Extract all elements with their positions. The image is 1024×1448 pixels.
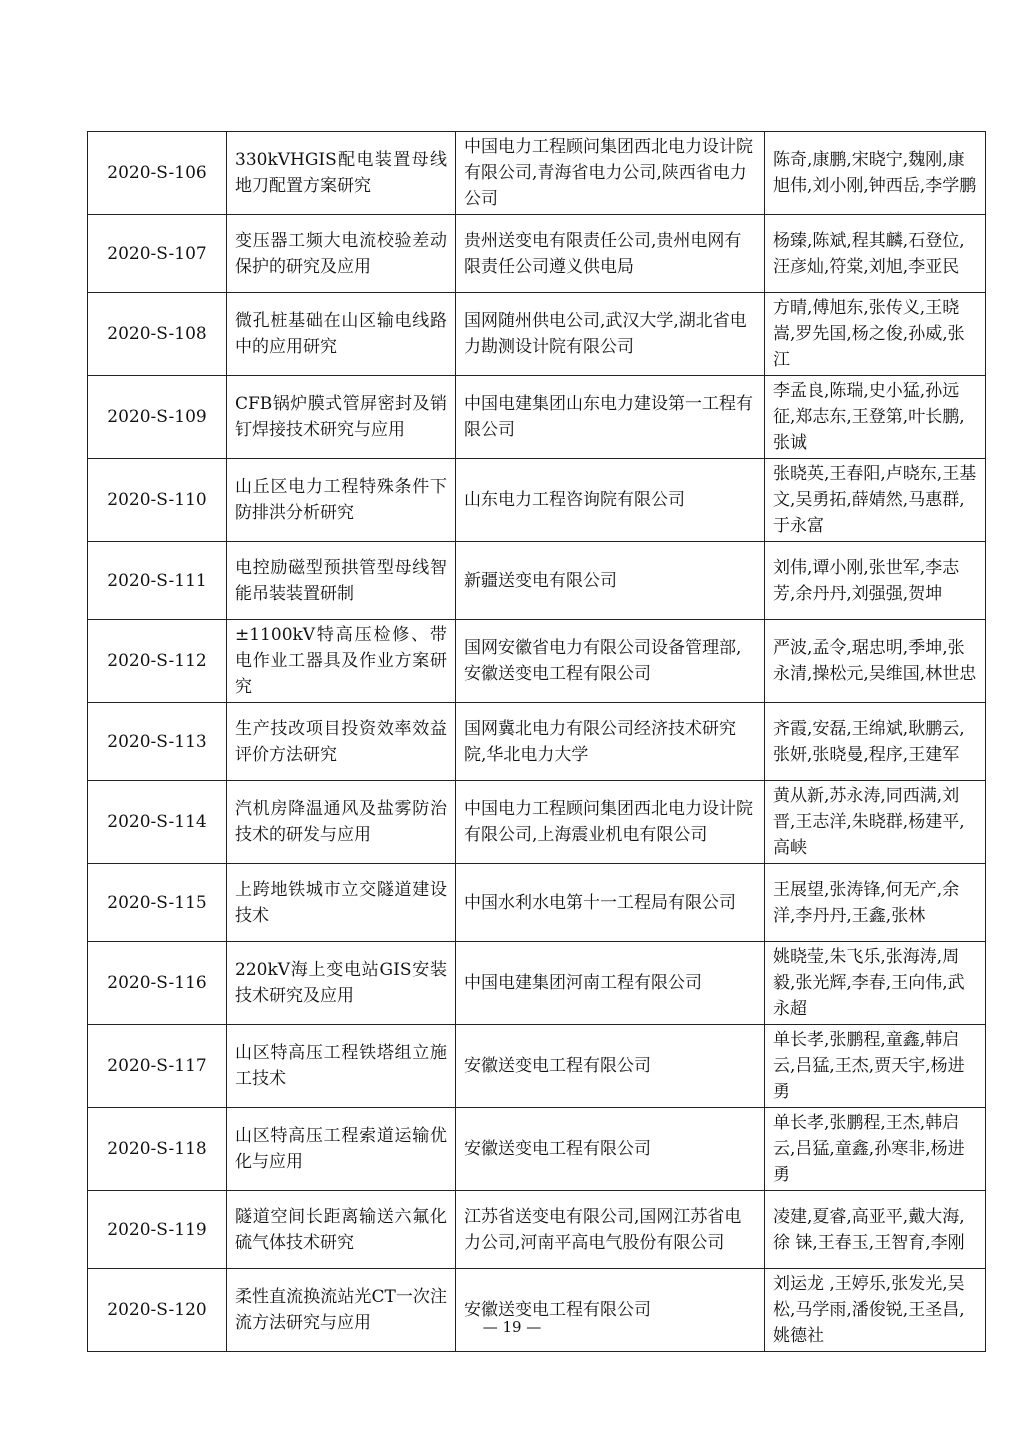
table-row [88, 132, 986, 215]
project-name-cell: 330kVHGIS配电装置母线地刀配置方案研究 [227, 132, 456, 215]
contributors-cell: 黄从新,苏永涛,同西满,刘晋,王志洋,朱晓群,杨建平,高峡 [765, 781, 986, 864]
table-row [88, 293, 986, 376]
project-id-cell: 2020-S-120 [88, 1269, 227, 1352]
table-row [88, 864, 986, 942]
contributors-cell: 王展望,张涛锋,何无产,余洋,李丹丹,王鑫,张林 [765, 864, 986, 942]
project-id-cell: 2020-S-114 [88, 781, 227, 864]
organization-cell: 中国水利水电第十一工程局有限公司 [456, 864, 765, 942]
organization-cell: 贵州送变电有限责任公司,贵州电网有限责任公司遵义供电局 [456, 215, 765, 293]
organization-cell: 山东电力工程咨询院有限公司 [456, 459, 765, 542]
awards-table [87, 131, 986, 1352]
contributors-cell: 齐霞,安磊,王绵斌,耿鹏云,张妍,张晓曼,程序,王建军 [765, 703, 986, 781]
organization-cell: 安徽送变电工程有限公司 [456, 1108, 765, 1191]
table-row [88, 620, 986, 703]
table-body [88, 132, 986, 1352]
contributors-cell: 张晓英,王春阳,卢晓东,王基文,吴勇拓,薛婧然,马惠群,于永富 [765, 459, 986, 542]
table-row [88, 542, 986, 620]
project-id-cell: 2020-S-107 [88, 215, 227, 293]
project-name-cell: 山丘区电力工程特殊条件下防排洪分析研究 [227, 459, 456, 542]
organization-cell: 中国电建集团山东电力建设第一工程有限公司 [456, 376, 765, 459]
project-id-cell: 2020-S-110 [88, 459, 227, 542]
contributors-cell: 杨臻,陈斌,程其麟,石登位,汪彦灿,符棠,刘旭,李亚民 [765, 215, 986, 293]
contributors-cell: 单长孝,张鹏程,童鑫,韩启云,吕猛,王杰,贾天宇,杨进勇 [765, 1025, 986, 1108]
organization-cell: 新疆送变电有限公司 [456, 542, 765, 620]
project-id-cell: 2020-S-112 [88, 620, 227, 703]
table-row [88, 215, 986, 293]
page-number: — 19 — [482, 1318, 542, 1336]
organization-cell: 中国电力工程顾问集团西北电力设计院有限公司,青海省电力公司,陕西省电力公司 [456, 132, 765, 215]
project-id-cell: 2020-S-119 [88, 1191, 227, 1269]
table-row [88, 942, 986, 1025]
table-row [88, 1025, 986, 1108]
project-name-cell: 汽机房降温通风及盐雾防治技术的研发与应用 [227, 781, 456, 864]
organization-cell: 安徽送变电工程有限公司 [456, 1269, 765, 1352]
project-name-cell: 隧道空间长距离输送六氟化硫气体技术研究 [227, 1191, 456, 1269]
table-row [88, 376, 986, 459]
table-row [88, 1269, 986, 1352]
table-row [88, 1108, 986, 1191]
project-name-cell: 山区特高压工程铁塔组立施工技术 [227, 1025, 456, 1108]
project-name-cell: 山区特高压工程索道运输优化与应用 [227, 1108, 456, 1191]
project-id-cell: 2020-S-113 [88, 703, 227, 781]
table-row [88, 1191, 986, 1269]
table-row [88, 781, 986, 864]
organization-cell: 安徽送变电工程有限公司 [456, 1025, 765, 1108]
project-name-cell: 220kV海上变电站GIS安装技术研究及应用 [227, 942, 456, 1025]
contributors-cell: 陈奇,康鹏,宋晓宁,魏刚,康旭伟,刘小刚,钟西岳,李学鹏 [765, 132, 986, 215]
table-row [88, 459, 986, 542]
project-name-cell: 柔性直流换流站光CT一次注流方法研究与应用 [227, 1269, 456, 1352]
organization-cell: 国网随州供电公司,武汉大学,湖北省电力勘测设计院有限公司 [456, 293, 765, 376]
project-name-cell: 变压器工频大电流校验差动保护的研究及应用 [227, 215, 456, 293]
organization-cell: 中国电建集团河南工程有限公司 [456, 942, 765, 1025]
project-name-cell: ±1100kV特高压检修、带电作业工器具及作业方案研究 [227, 620, 456, 703]
organization-cell: 中国电力工程顾问集团西北电力设计院有限公司,上海震业机电有限公司 [456, 781, 765, 864]
project-id-cell: 2020-S-111 [88, 542, 227, 620]
contributors-cell: 凌建,夏睿,高亚平,戴大海,徐 铼,王春玉,王智育,李刚 [765, 1191, 986, 1269]
organization-cell: 国网冀北电力有限公司经济技术研究院,华北电力大学 [456, 703, 765, 781]
contributors-cell: 方晴,傅旭东,张传义,王晓嵩,罗先国,杨之俊,孙威,张江 [765, 293, 986, 376]
project-id-cell: 2020-S-115 [88, 864, 227, 942]
project-name-cell: CFB锅炉膜式管屏密封及销钉焊接技术研究与应用 [227, 376, 456, 459]
project-id-cell: 2020-S-117 [88, 1025, 227, 1108]
project-id-cell: 2020-S-106 [88, 132, 227, 215]
project-name-cell: 生产技改项目投资效率效益评价方法研究 [227, 703, 456, 781]
contributors-cell: 刘伟,谭小刚,张世军,李志芳,余丹丹,刘强强,贺坤 [765, 542, 986, 620]
contributors-cell: 李孟良,陈瑞,史小猛,孙远征,郑志东,王登第,叶长鹏,张诚 [765, 376, 986, 459]
project-id-cell: 2020-S-118 [88, 1108, 227, 1191]
project-id-cell: 2020-S-116 [88, 942, 227, 1025]
project-id-cell: 2020-S-109 [88, 376, 227, 459]
contributors-cell: 单长孝,张鹏程,王杰,韩启云,吕猛,童鑫,孙寒非,杨进勇 [765, 1108, 986, 1191]
project-name-cell: 电控励磁型预拱管型母线智能吊装装置研制 [227, 542, 456, 620]
project-name-cell: 上跨地铁城市立交隧道建设技术 [227, 864, 456, 942]
contributors-cell: 严波,孟令,琚忠明,季坤,张永清,操松元,吴维国,林世忠 [765, 620, 986, 703]
contributors-cell: 刘运龙 ,王婷乐,张发光,吴松,马学雨,潘俊锐,王圣昌,姚德社 [765, 1269, 986, 1352]
table-row [88, 703, 986, 781]
project-id-cell: 2020-S-108 [88, 293, 227, 376]
project-name-cell: 微孔桩基础在山区输电线路中的应用研究 [227, 293, 456, 376]
contributors-cell: 姚晓莹,朱飞乐,张海涛,周毅,张光辉,李春,王向伟,武永超 [765, 942, 986, 1025]
organization-cell: 江苏省送变电有限公司,国网江苏省电力公司,河南平高电气股份有限公司 [456, 1191, 765, 1269]
organization-cell: 国网安徽省电力有限公司设备管理部,安徽送变电工程有限公司 [456, 620, 765, 703]
